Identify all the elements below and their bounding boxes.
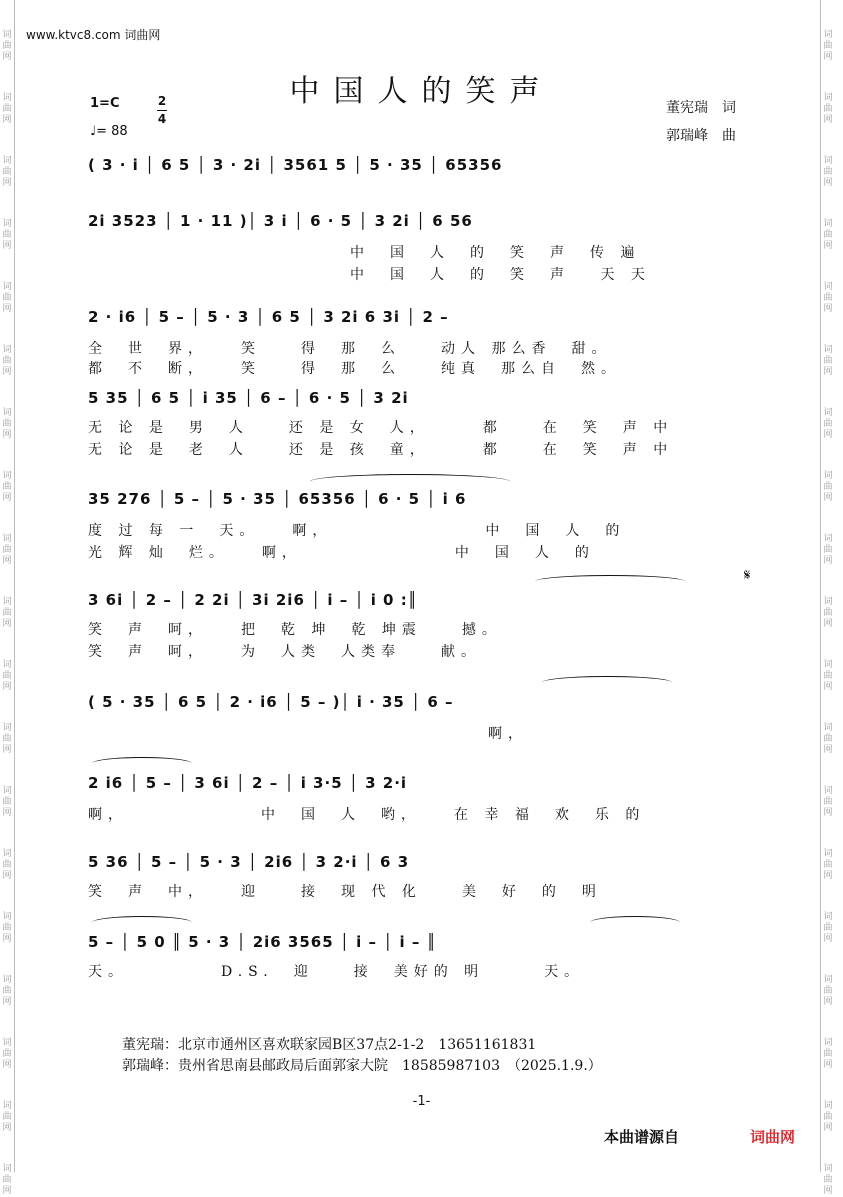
key-signature: 1=C: [90, 96, 120, 111]
watermark-char: 词: [823, 219, 833, 229]
watermark-char: 曲: [2, 167, 12, 177]
lyric-verse-1: 中 国 人 的 笑 声 传 遍: [350, 245, 641, 261]
watermark-char: 曲: [2, 860, 12, 870]
lyric-line: 啊，: [88, 726, 528, 742]
watermark-char: 词: [2, 912, 12, 922]
watermark-char: 曲: [823, 356, 833, 366]
lyricist-contact: 董宪瑞：北京市通州区喜欢联家园B区37点2-1-2 13651161831: [122, 1037, 537, 1053]
watermark-char: 曲: [823, 671, 833, 681]
meter-bottom: 4: [157, 112, 167, 126]
notes-line: 3 6i │ 2 – │ 2 2i │ 3i 2i6 │ i – │ i 0 :║: [88, 591, 418, 609]
meter-top: 2: [157, 94, 167, 108]
lyric-line: 天。 D.S. 迎 接 美好的 明 天。: [88, 964, 585, 980]
watermark-char: 词: [823, 282, 833, 292]
watermark-char: 词: [2, 975, 12, 985]
watermark-char: 词: [823, 408, 833, 418]
watermark-char: 网: [2, 1060, 12, 1070]
segno-sign: 𝄋: [744, 566, 751, 584]
notes-line: 2 i6 │ 5 – │ 3 6i │ 2 – │ i 3·5 │ 3 2·i: [88, 774, 408, 792]
notes-line: 35 276 │ 5 – │ 5 · 35 │ 65356 │ 6 · 5 │ i 6: [88, 490, 467, 508]
watermark-char: 曲: [823, 986, 833, 996]
watermark-char: 词: [2, 1101, 12, 1111]
watermark-char: 网: [2, 808, 12, 818]
watermark-char: 网: [823, 556, 833, 566]
watermark-char: 网: [823, 1060, 833, 1070]
watermark-char: 网: [2, 934, 12, 944]
watermark-char: 网: [823, 808, 833, 818]
notes-line: 5 35 │ 6 5 │ i 35 │ 6 – │ 6 · 5 │ 3 2i: [88, 389, 409, 407]
watermark-char: 曲: [823, 608, 833, 618]
watermark-char: 曲: [823, 482, 833, 492]
source-brand-link[interactable]: 词曲网: [750, 1128, 796, 1146]
lyric-line: 啊， 中 国 人 哟， 在 幸 福 欢 乐 的: [88, 807, 646, 823]
watermark-char: 词: [2, 786, 12, 796]
watermark-char: 曲: [823, 167, 833, 177]
watermark-char: 曲: [2, 41, 12, 51]
watermark-char: 曲: [2, 986, 12, 996]
watermark-char: 网: [823, 304, 833, 314]
watermark-char: 曲: [2, 1112, 12, 1122]
watermark-char: 曲: [823, 1112, 833, 1122]
watermark-char: 词: [823, 1164, 833, 1174]
watermark-char: 曲: [2, 482, 12, 492]
watermark-char: 词: [823, 597, 833, 607]
watermark-char: 网: [823, 367, 833, 377]
watermark-char: 网: [823, 1123, 833, 1133]
watermark-char: 网: [823, 241, 833, 251]
watermark-char: 曲: [2, 230, 12, 240]
watermark-char: 曲: [2, 1175, 12, 1185]
source-label: 本曲谱源自: [604, 1128, 680, 1146]
watermark-char: 词: [2, 597, 12, 607]
watermark-char: 词: [823, 660, 833, 670]
watermark-char: 词: [823, 534, 833, 544]
watermark-char: 曲: [823, 419, 833, 429]
watermark-char: 网: [823, 619, 833, 629]
watermark-char: 词: [823, 975, 833, 985]
composer-credit: 郭瑞峰 曲: [666, 128, 736, 144]
notes-line: 2 · i6 │ 5 – │ 5 · 3 │ 6 5 │ 3 2i 6 3i │ 2 –: [88, 308, 449, 326]
watermark-char: 曲: [2, 356, 12, 366]
watermark-char: 网: [823, 115, 833, 125]
watermark-char: 网: [2, 1123, 12, 1133]
watermark-char: 网: [2, 619, 12, 629]
watermark-char: 词: [823, 471, 833, 481]
watermark-char: 词: [823, 849, 833, 859]
lyric-verse-1: 无 论 是 男 人 还 是 女 人， 都 在 笑 声 中: [88, 420, 674, 436]
right-watermark-strip: [820, 0, 835, 1196]
watermark-char: 曲: [823, 734, 833, 744]
watermark-char: 词: [823, 30, 833, 40]
left-watermark-strip: [0, 0, 15, 1196]
lyricist-credit: 董宪瑞 词: [666, 100, 736, 116]
watermark-char: 网: [2, 682, 12, 692]
watermark-char: 词: [823, 723, 833, 733]
watermark-char: 词: [2, 660, 12, 670]
time-signature: [157, 93, 167, 128]
watermark-char: 网: [823, 493, 833, 503]
watermark-char: 曲: [2, 671, 12, 681]
song-title: 中国人的笑声: [289, 74, 554, 109]
lyric-verse-1: 笑 声 呵， 把 乾 坤 乾 坤震 撼。: [88, 622, 502, 638]
watermark-char: 词: [2, 156, 12, 166]
watermark-char: 词: [823, 786, 833, 796]
watermark-char: 词: [2, 849, 12, 859]
watermark-char: 词: [2, 93, 12, 103]
watermark-char: 词: [823, 93, 833, 103]
watermark-char: 网: [823, 682, 833, 692]
watermark-char: 网: [823, 430, 833, 440]
watermark-char: 网: [823, 745, 833, 755]
watermark-char: 词: [823, 1101, 833, 1111]
watermark-char: 词: [2, 282, 12, 292]
watermark-char: 网: [2, 52, 12, 62]
watermark-char: 曲: [2, 608, 12, 618]
lyric-verse-2: 光 辉 灿 烂。 啊， 中 国 人 的: [88, 545, 595, 561]
watermark-char: 网: [2, 1186, 12, 1196]
watermark-char: 网: [2, 304, 12, 314]
page-number: -1-: [412, 1094, 431, 1109]
watermark-char: 曲: [2, 923, 12, 933]
watermark-char: 网: [2, 871, 12, 881]
watermark-char: 词: [2, 219, 12, 229]
watermark-char: 词: [2, 408, 12, 418]
watermark-char: 曲: [823, 41, 833, 51]
watermark-char: 曲: [823, 230, 833, 240]
slur: [590, 916, 680, 929]
lyric-line: 笑 声 中， 迎 接 现 代 化 美 好 的 明: [88, 884, 602, 900]
watermark-char: 网: [2, 367, 12, 377]
watermark-char: 词: [823, 156, 833, 166]
watermark-char: 曲: [823, 545, 833, 555]
notes-line: ( 3 · i │ 6 5 │ 3 · 2i │ 3561 5 │ 5 · 35 │ 65356: [88, 156, 503, 174]
watermark-char: 词: [2, 534, 12, 544]
watermark-char: 网: [2, 997, 12, 1007]
watermark-char: 曲: [2, 734, 12, 744]
watermark-char: 曲: [2, 104, 12, 114]
watermark-char: 曲: [2, 1049, 12, 1059]
slur: [92, 757, 192, 770]
watermark-char: 网: [823, 871, 833, 881]
tempo-marking: ♩= 88: [90, 124, 128, 139]
notes-line: 5 36 │ 5 – │ 5 · 3 │ 2i6 │ 3 2·i │ 6 3: [88, 853, 410, 871]
watermark-char: 曲: [823, 923, 833, 933]
composer-contact: 郭瑞峰：贵州省思南县邮政局后面郭家大院 18585987103 （2025.1.9.）: [122, 1058, 602, 1074]
watermark-char: 词: [823, 912, 833, 922]
watermark-char: 词: [2, 345, 12, 355]
lyric-verse-1: 度 过 每 一 天。 啊， 中 国 人 的: [88, 523, 626, 539]
notes-line: 2i 3523 │ 1 · 11 )│ 3 i │ 6 · 5 │ 3 2i │ 6 56: [88, 212, 473, 230]
watermark-char: 词: [2, 471, 12, 481]
watermark-char: 网: [2, 493, 12, 503]
watermark-char: 词: [823, 345, 833, 355]
watermark-char: 曲: [823, 1049, 833, 1059]
slur: [535, 575, 685, 588]
watermark-char: 曲: [823, 1175, 833, 1185]
watermark-char: 曲: [2, 797, 12, 807]
watermark-char: 网: [2, 556, 12, 566]
watermark-char: 曲: [823, 797, 833, 807]
notes-line: ( 5 · 35 │ 6 5 │ 2 · i6 │ 5 – )│ i · 35 │ 6 –: [88, 693, 454, 711]
watermark-char: 曲: [823, 860, 833, 870]
lyric-verse-2: 笑 声 呵， 为 人类 人类奉 献。: [88, 644, 481, 660]
lyric-verse-2: 中 国 人 的 笑 声 天 天: [350, 267, 651, 283]
watermark-char: 词: [2, 1038, 12, 1048]
watermark-char: 曲: [823, 293, 833, 303]
watermark-char: 网: [2, 241, 12, 251]
watermark-char: 网: [823, 997, 833, 1007]
watermark-char: 曲: [823, 104, 833, 114]
watermark-char: 词: [2, 723, 12, 733]
site-url[interactable]: www.ktvc8.com 词曲网: [26, 28, 161, 42]
watermark-char: 网: [823, 934, 833, 944]
watermark-char: 网: [2, 178, 12, 188]
notes-line: 5 – │ 5 0 ║ 5 · 3 │ 2i6 3565 │ i – │ i – ║: [88, 933, 437, 951]
watermark-char: 词: [823, 1038, 833, 1048]
watermark-char: 网: [823, 1186, 833, 1196]
watermark-char: 网: [823, 178, 833, 188]
watermark-char: 词: [2, 30, 12, 40]
watermark-char: 网: [823, 52, 833, 62]
lyric-verse-1: 全 世 界， 笑 得 那 么 动人 那么香 甜。: [88, 341, 612, 357]
watermark-char: 网: [2, 115, 12, 125]
watermark-char: 曲: [2, 419, 12, 429]
slur: [542, 676, 672, 689]
lyric-verse-2: 无 论 是 老 人 还 是 孩 童， 都 在 笑 声 中: [88, 442, 674, 458]
lyric-verse-2: 都 不 断， 笑 得 那 么 纯真 那么自 然。: [88, 361, 621, 377]
watermark-char: 网: [2, 430, 12, 440]
watermark-char: 词: [2, 1164, 12, 1174]
slur: [92, 916, 192, 929]
watermark-char: 曲: [2, 545, 12, 555]
slur: [310, 474, 510, 489]
watermark-char: 曲: [2, 293, 12, 303]
watermark-char: 网: [2, 745, 12, 755]
